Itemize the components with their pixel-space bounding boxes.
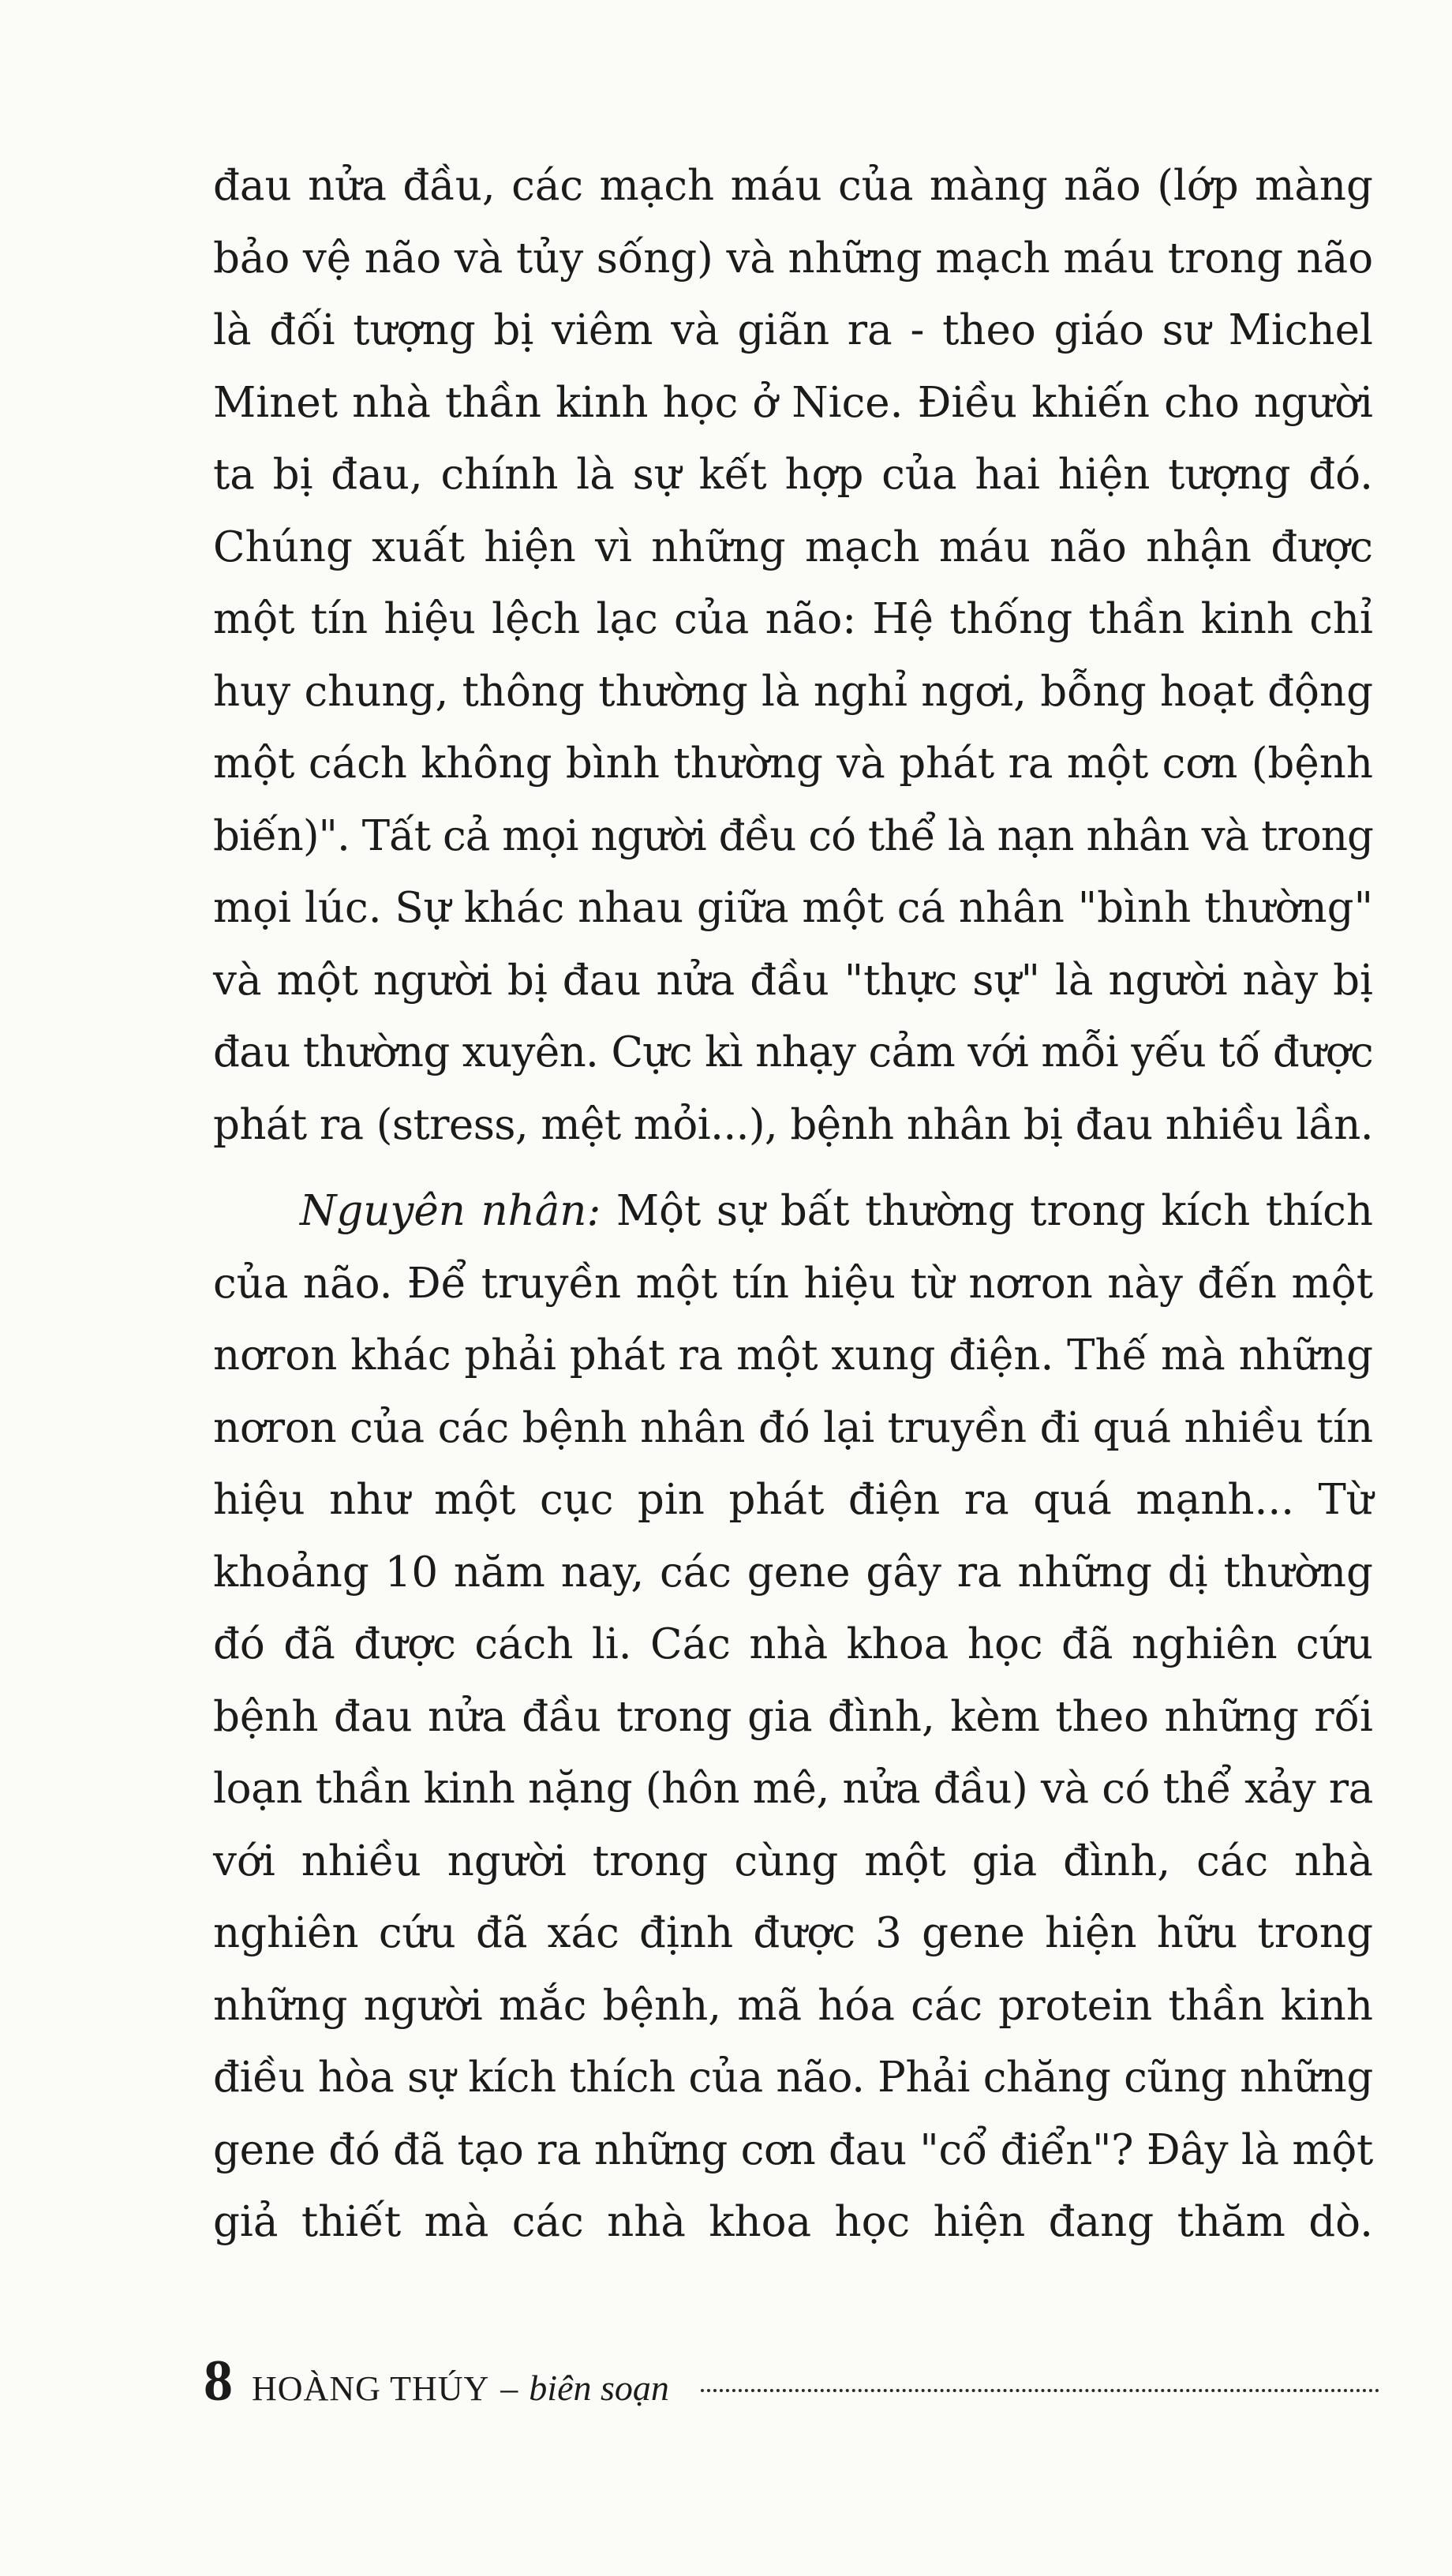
text-line: nơron của các bệnh nhân đó lại truyền đi quá nhiều tín (213, 1403, 1373, 1452)
text-line: đau thường xuyên. Cực kì nhạy cảm với mỗi yếu tố được (213, 1028, 1373, 1076)
text-line: là đối tượng bị viêm và giãn ra - theo giáo sư Michel (213, 306, 1373, 354)
paragraph-1 (213, 150, 1373, 1161)
page-number: 8 (204, 2349, 233, 2413)
text-line: những người mắc bệnh, mã hóa các protein thần kinh (213, 1981, 1373, 2030)
text-line: đau nửa đầu, các mạch máu của màng não (lớp màng (213, 162, 1373, 210)
text-line: Chúng xuất hiện vì những mạch máu não nhận được (213, 522, 1373, 571)
section-lead: Nguyên nhân: (300, 1187, 601, 1235)
text-line: Minet nhà thần kinh học ở Nice. Điều khiến cho người (213, 378, 1373, 427)
footer-dash: – (500, 2369, 518, 2408)
text-line: loạn thần kinh nặng (hôn mê, nửa đầu) và có thể xảy ra (213, 1765, 1374, 1813)
text-line: mọi lúc. Sự khác nhau giữa một cá nhân "bình thường" (213, 884, 1373, 932)
paragraph-2 (213, 1175, 1373, 2259)
text-line: nơron khác phải phát ra một xung điện. Thế mà những (213, 1331, 1373, 1380)
text-line: với nhiều người trong cùng một gia đình, các nhà (213, 1837, 1373, 1885)
text-line: hiệu như một cục pin phát điện ra quá mạnh... Từ (213, 1476, 1373, 1524)
text-line: và một người bị đau nửa đầu "thực sự" là người này bị (213, 956, 1373, 1005)
text-line: huy chung, thông thường là nghỉ ngơi, bỗng hoạt động (213, 667, 1373, 716)
text-line: phát ra (stress, mệt mỏi...), bệnh nhân bị đau nhiều lần. (213, 1100, 1373, 1149)
text-line: bảo vệ não và tủy sống) và những mạch máu trong não (213, 234, 1374, 283)
text-line: bệnh đau nửa đầu trong gia đình, kèm theo những rối (213, 1692, 1373, 1741)
text-line: một tín hiệu lệch lạc của não: Hệ thống thần kinh chỉ (213, 595, 1373, 643)
text-line: gene đó đã tạo ra những cơn đau "cổ điển"? Đây là một (213, 2125, 1373, 2174)
text-line: biến)". Tất cả mọi người đều có thể là nạn nhân và trong (213, 811, 1373, 860)
body-text (213, 150, 1373, 2259)
text-line: ta bị đau, chính là sự kết hợp của hai hiện tượng đó. (213, 451, 1373, 499)
dotted-leader (701, 2389, 1379, 2392)
text-fragment: Một sự bất thường trong kích thích (601, 1187, 1373, 1235)
author-name: HOÀNG THÚY (252, 2369, 490, 2408)
text-line: giả thiết mà các nhà khoa học hiện đang thăm dò. (213, 2198, 1373, 2246)
text-line-first (213, 1175, 1373, 1248)
text-line: điều hòa sự kích thích của não. Phải chăng cũng những (213, 2054, 1373, 2102)
text-line: khoảng 10 năm nay, các gene gây ra những dị thường (213, 1548, 1373, 1597)
text-line: nghiên cứu đã xác định được 3 gene hiện hữu trong (213, 1909, 1373, 1957)
text-line: của não. Để truyền một tín hiệu từ nơron này đến một (213, 1259, 1373, 1308)
page-footer (204, 2348, 1379, 2411)
text-line: đó đã được cách li. Các nhà khoa học đã nghiên cứu (213, 1620, 1373, 1668)
text-line: một cách không bình thường và phát ra một cơn (bệnh (213, 739, 1373, 788)
author-role: biên soạn (529, 2368, 669, 2408)
